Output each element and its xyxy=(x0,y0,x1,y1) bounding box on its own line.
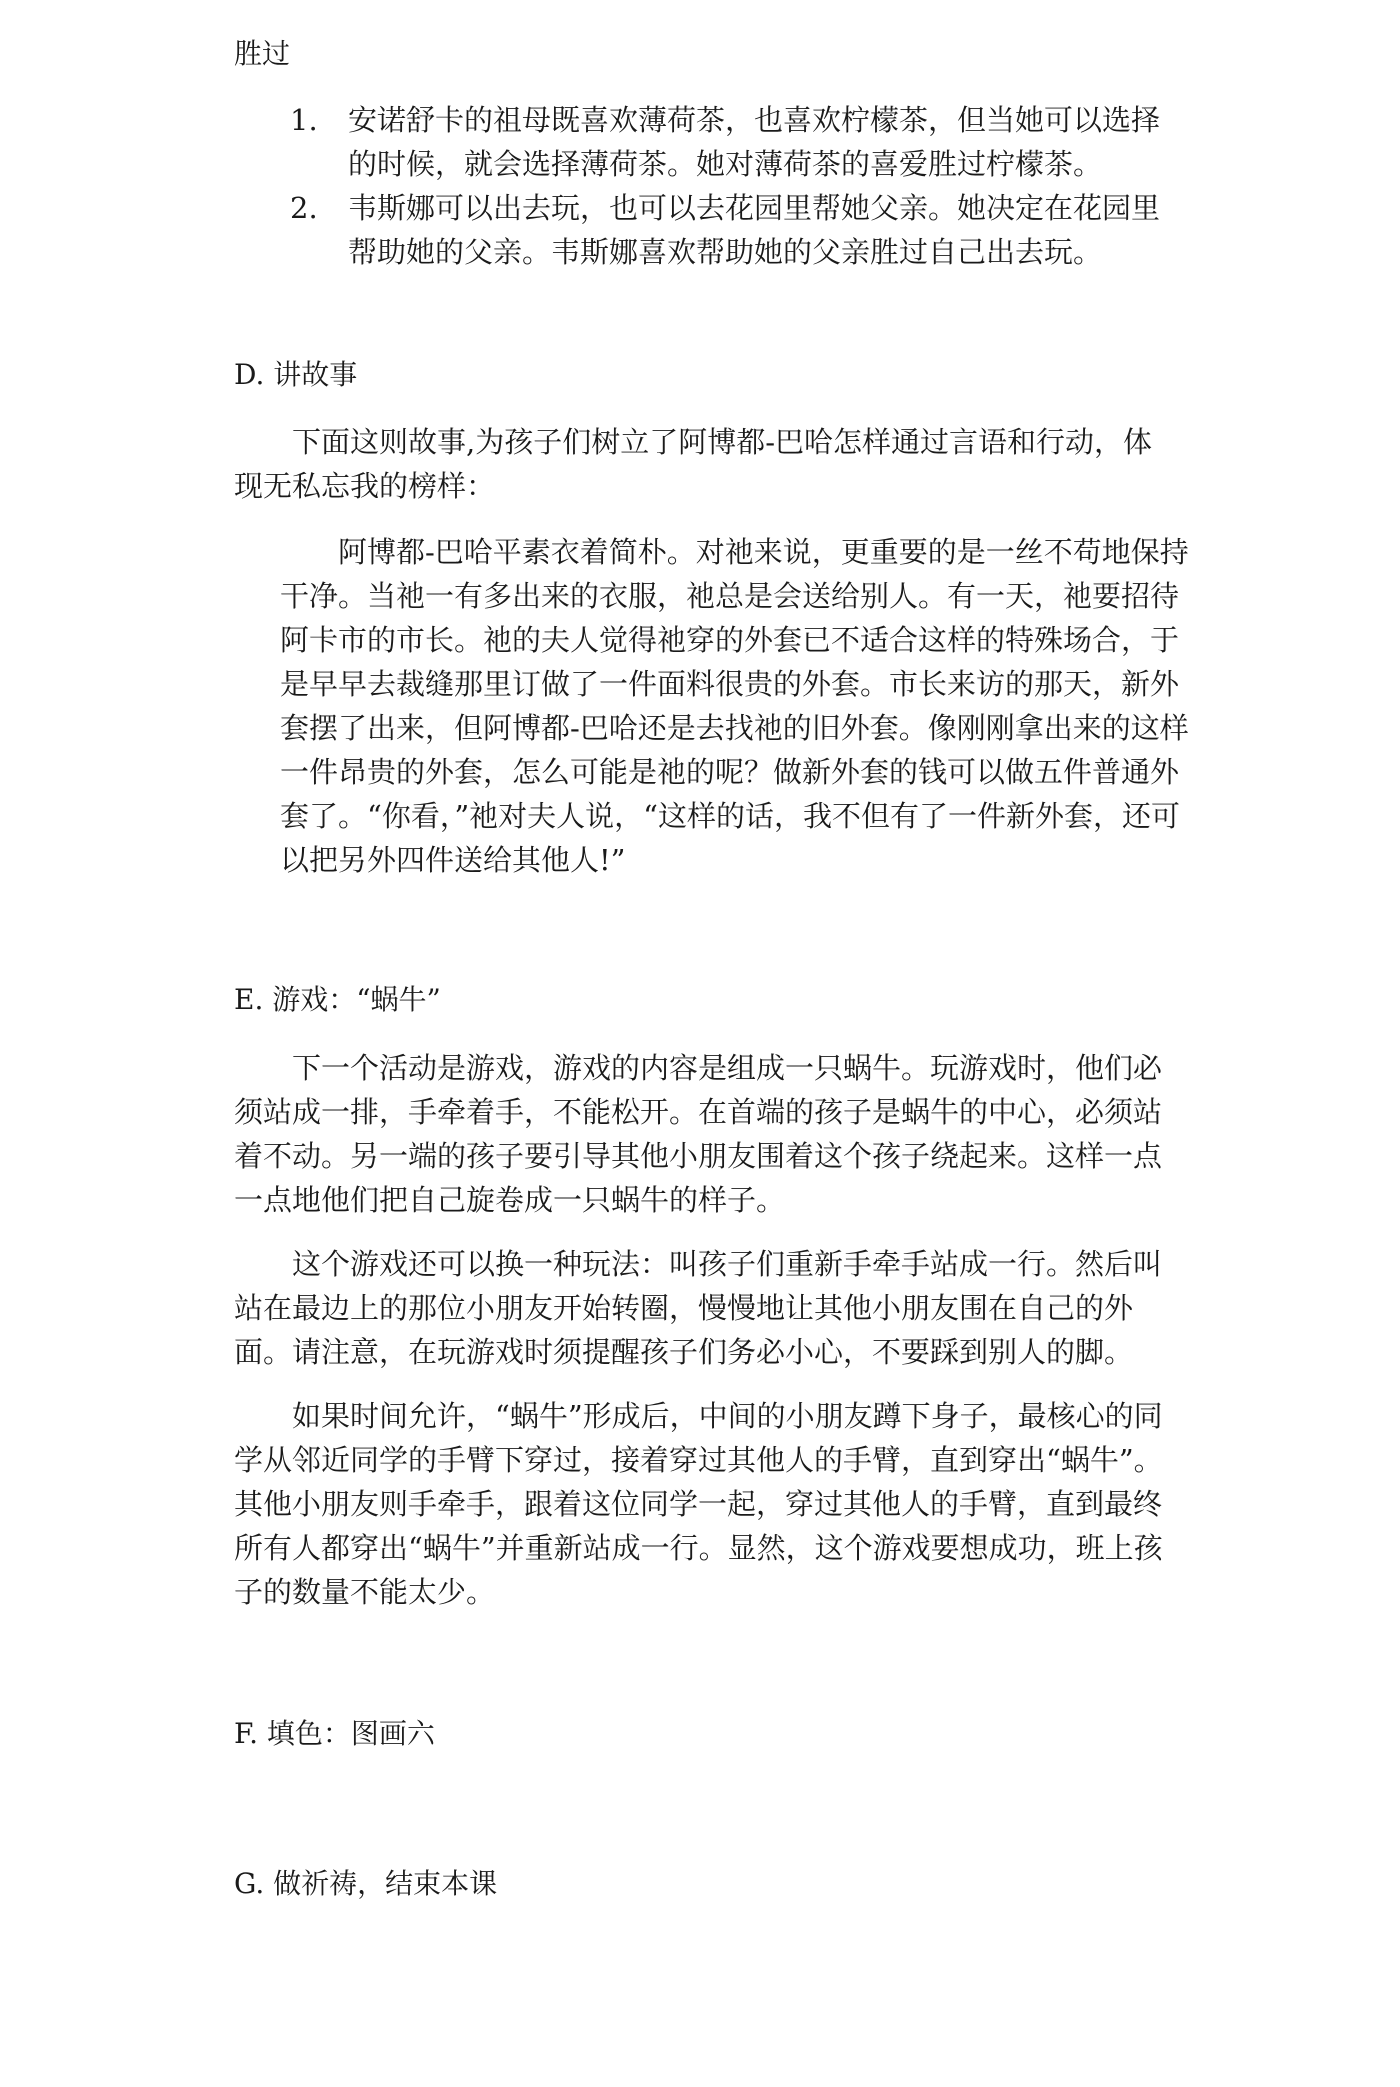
section-d-intro: 下面这则故事,为孩子们树立了阿博都-巴哈怎样通过言语和行动，体现无私忘我的榜样： xyxy=(234,425,1153,503)
game-paragraph-1: 下一个活动是游戏，游戏的内容是组成一只蜗牛。玩游戏时，他们必须站成一排，手牵着手，不能松开。在首端的孩子是蜗牛的中心，必须站着不动。另一端的孩子要引导其他小朋友围着这个孩子绕起来。这样一点一点地他们把自己旋卷成一只蜗牛的样子。 xyxy=(234,1051,1163,1217)
section-f-heading: F. 填色：图画六 xyxy=(234,1717,435,1750)
list-item-number: 2. xyxy=(290,191,318,225)
list-item-number: 1. xyxy=(290,103,318,137)
game-paragraph-2: 这个游戏还可以换一种玩法：叫孩子们重新手牵手站成一行。然后叫站在最边上的那位小朋友开始转圈，慢慢地让其他小朋友围在自己的外面。请注意，在玩游戏时须提醒孩子们务必小心，不要踩到别人的脚。 xyxy=(234,1247,1163,1369)
list-item xyxy=(290,98,1170,186)
list-item-text: 韦斯娜可以出去玩，也可以去花园里帮她父亲。她决定在花园里帮助她的父亲。韦斯娜喜欢帮助她的父亲胜过自己出去玩。 xyxy=(348,191,1161,269)
list-item-text: 安诺舒卡的祖母既喜欢薄荷茶，也喜欢柠檬茶，但当她可以选择的时候，就会选择薄荷茶。她对薄荷茶的喜爱胜过柠檬茶。 xyxy=(348,103,1161,181)
story-paragraph: 阿博都-巴哈平素衣着简朴。对祂来说，更重要的是一丝不苟地保持干净。当祂一有多出来的衣服，祂总是会送给别人。有一天，祂要招待阿卡市的市长。祂的夫人觉得祂穿的外套已不适合这样的特殊场合，于是早早去裁缝那里订做了一件面料很贵的外套。市长来访的那天，新外套摆了出来，但阿博都-巴哈还是去找祂的旧外套。像刚刚拿出来的这样一件昂贵的外套，怎么可能是祂的呢？做新外套的钱可以做五件普通外套了。“你看，”祂对夫人说，“这样的话，我不但有了一件新外套，还可以把另外四件送给其他人!” xyxy=(280,535,1189,877)
examples-list xyxy=(290,98,1170,274)
section-e-heading: E. 游戏：“蜗牛” xyxy=(234,983,441,1016)
top-word: 胜过 xyxy=(234,37,291,70)
game-paragraph-3: 如果时间允许，“蜗牛”形成后，中间的小朋友蹲下身子，最核心的同学从邻近同学的手臂下穿过，接着穿过其他人的手臂，直到穿出“蜗牛”。其他小朋友则手牵手，跟着这位同学一起，穿过其他人的手臂，直到最终所有人都穿出“蜗牛”并重新站成一行。显然，这个游戏要想成功，班上孩子的数量不能太少。 xyxy=(234,1399,1163,1609)
section-g-heading: G. 做祈祷，结束本课 xyxy=(234,1867,498,1900)
section-d-heading: D. 讲故事 xyxy=(234,358,358,391)
list-item xyxy=(290,186,1170,274)
